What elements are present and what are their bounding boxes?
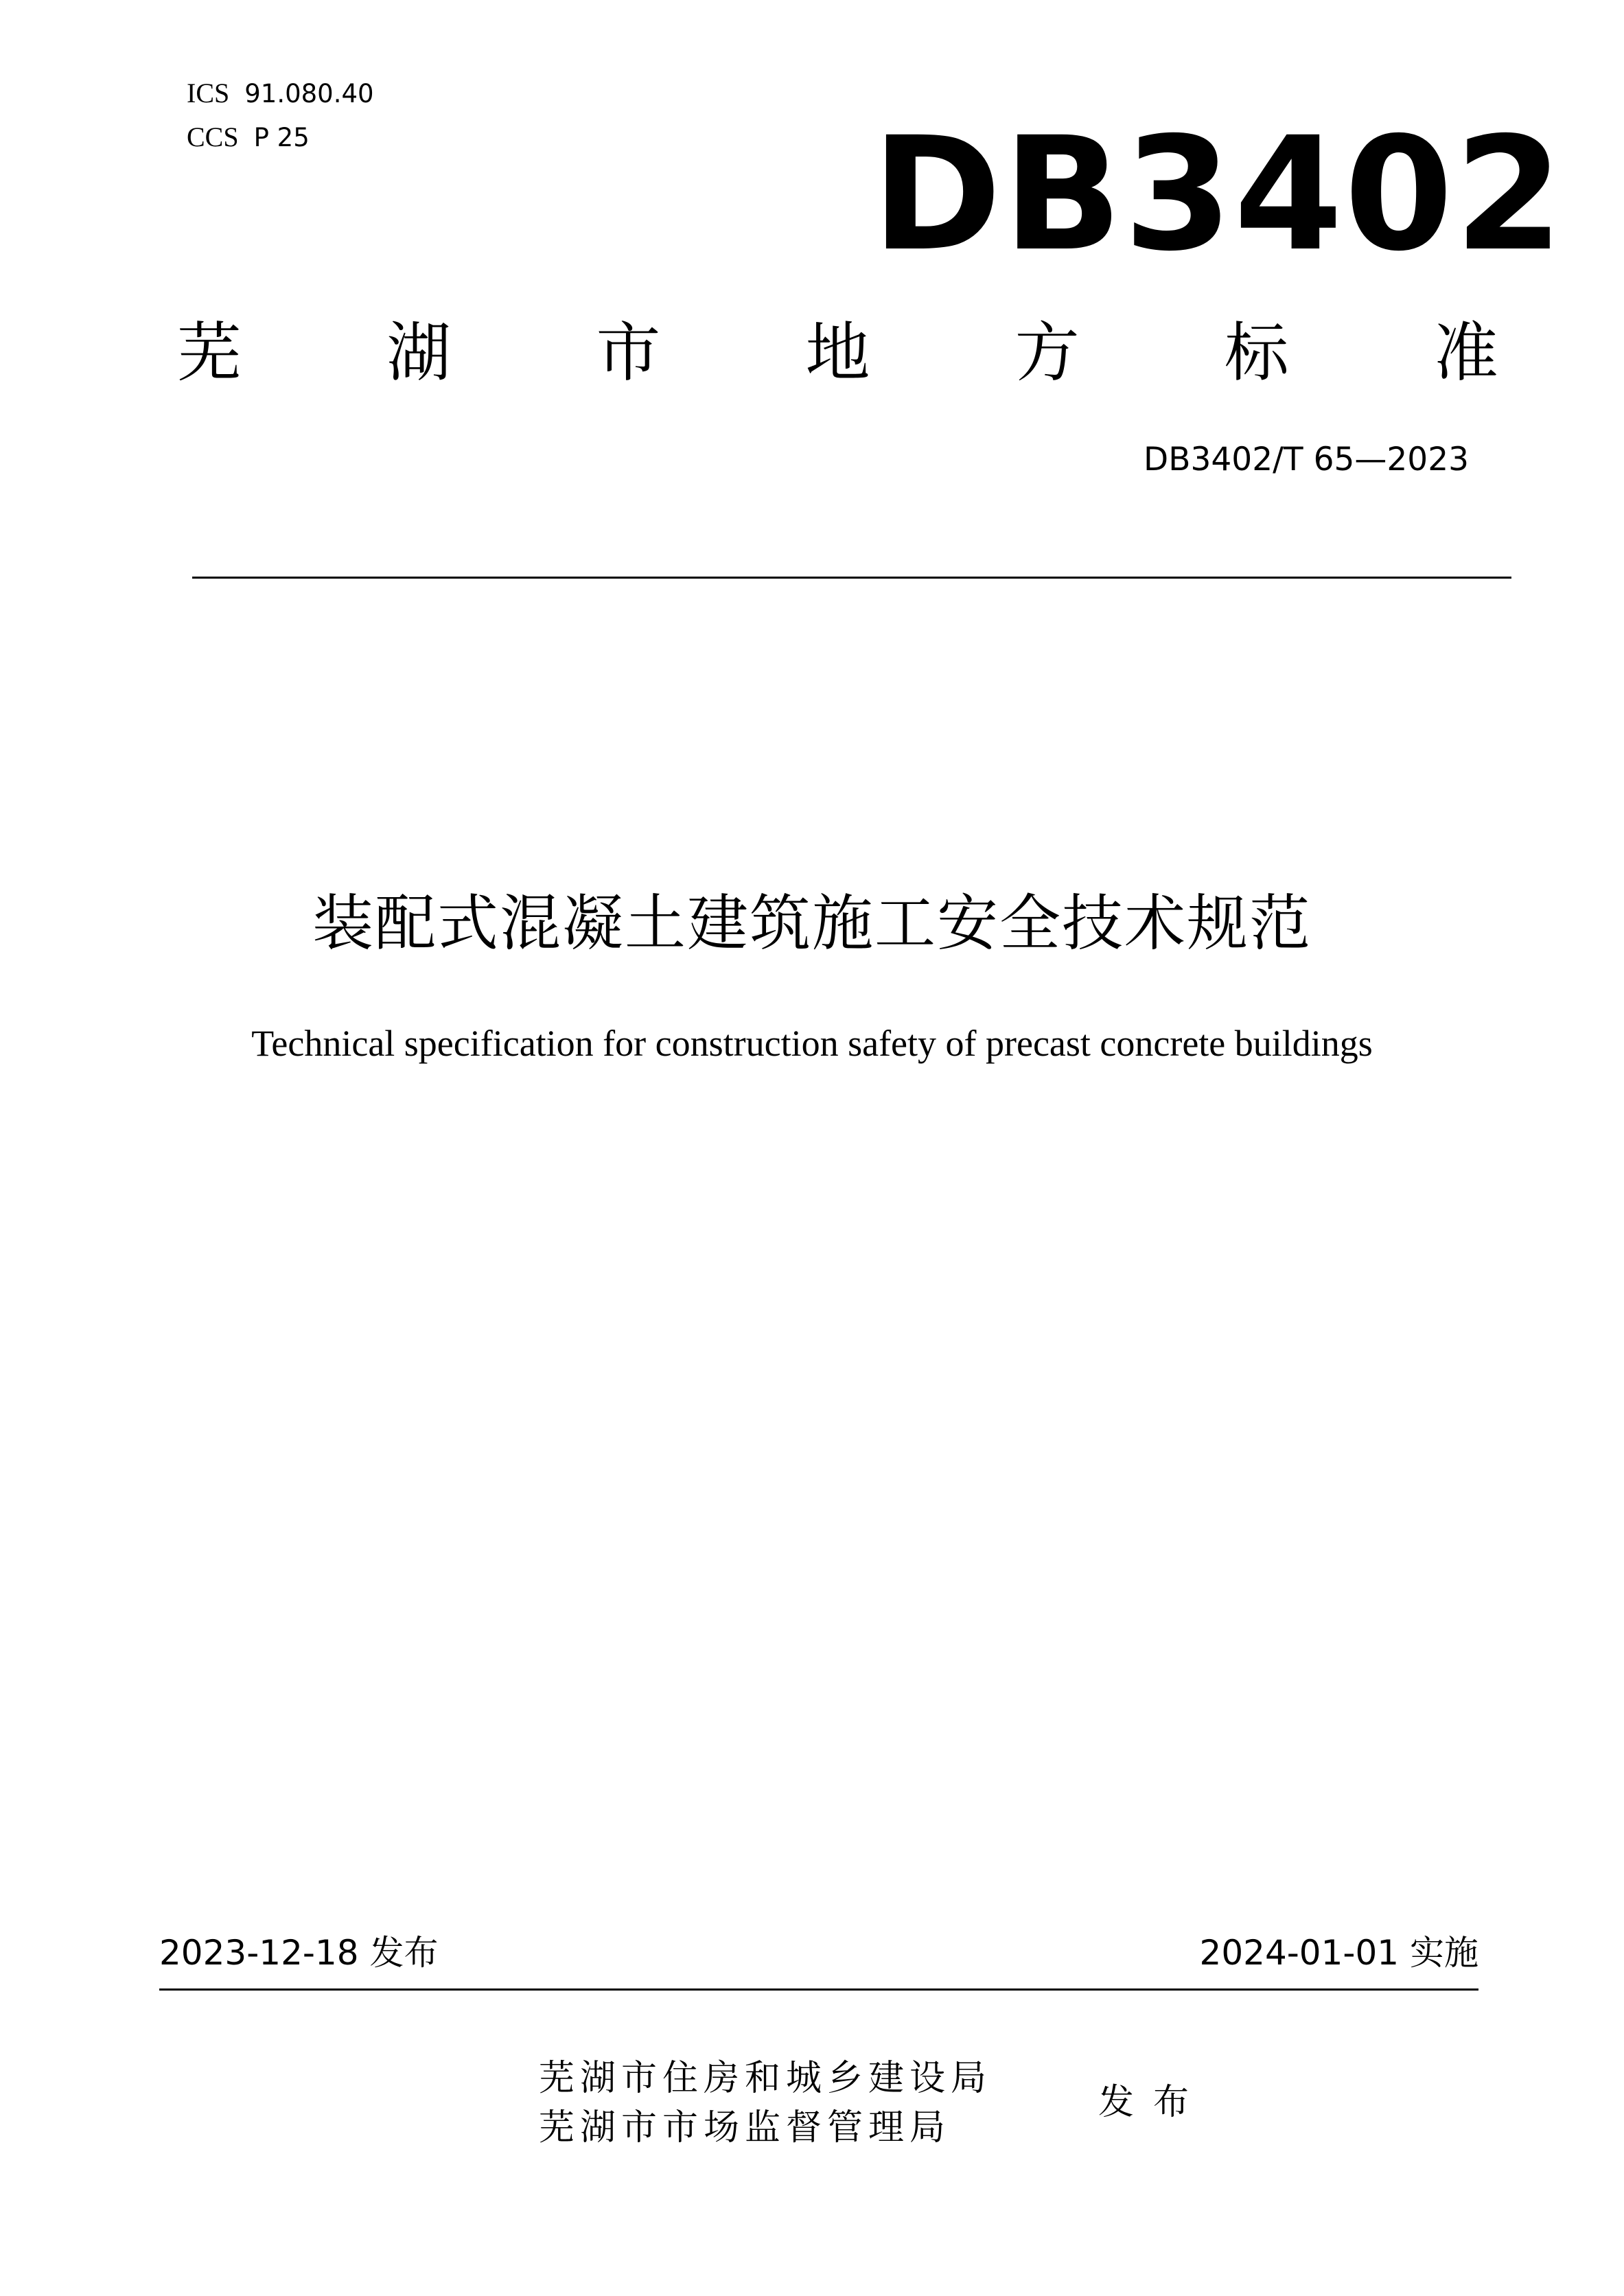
document-title-chinese: 装配式混凝土建筑施工安全技术规范	[312, 888, 1312, 959]
local-standard-label	[177, 312, 1498, 395]
ics-label: ICS	[187, 78, 230, 108]
implementation-date: 2024-01-01 实施	[1199, 1933, 1478, 1973]
publish-action: 发布	[1098, 2082, 1209, 2123]
header-divider	[192, 577, 1511, 579]
issue-date: 2023-12-18 发布	[159, 1933, 439, 1973]
publisher-housing-bureau: 芜湖市住房和城乡建设局	[539, 2058, 993, 2099]
standard-type-char: 标	[1224, 316, 1289, 391]
standard-code-heading: DB3402	[872, 103, 1565, 286]
standard-type-char: 芜	[177, 316, 242, 391]
ccs-label: CCS	[187, 121, 239, 152]
standard-type-char: 湖	[386, 316, 452, 391]
standard-type-char: 方	[1014, 316, 1080, 391]
ccs-value: P 25	[253, 123, 310, 152]
footer-divider	[159, 1988, 1478, 1991]
standard-type-char: 地	[805, 316, 870, 391]
standard-number: DB3402/T 65—2023	[1144, 441, 1469, 478]
publisher-market-bureau: 芜湖市市场监督管理局	[539, 2107, 951, 2148]
standard-type-char: 市	[596, 316, 661, 391]
ics-code	[187, 77, 374, 111]
standard-type-char: 准	[1433, 316, 1498, 391]
ccs-code	[187, 121, 310, 154]
ics-value: 91.080.40	[244, 79, 374, 108]
document-title-english: Technical specification for construction safety of precast concrete buildings	[251, 1023, 1373, 1064]
